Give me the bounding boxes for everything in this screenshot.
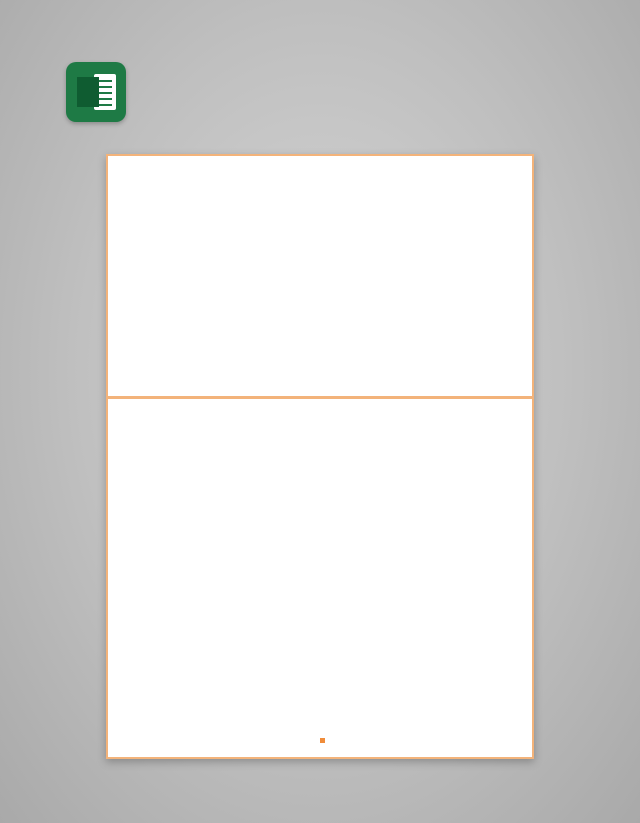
legend-swatch-icon <box>320 738 325 743</box>
excel-x-mark <box>77 77 99 107</box>
section-divider <box>108 396 532 399</box>
gantt-chart <box>108 456 532 716</box>
chart-legend <box>108 736 532 747</box>
excel-logo-icon <box>66 62 126 122</box>
spreadsheet-preview <box>106 154 534 759</box>
